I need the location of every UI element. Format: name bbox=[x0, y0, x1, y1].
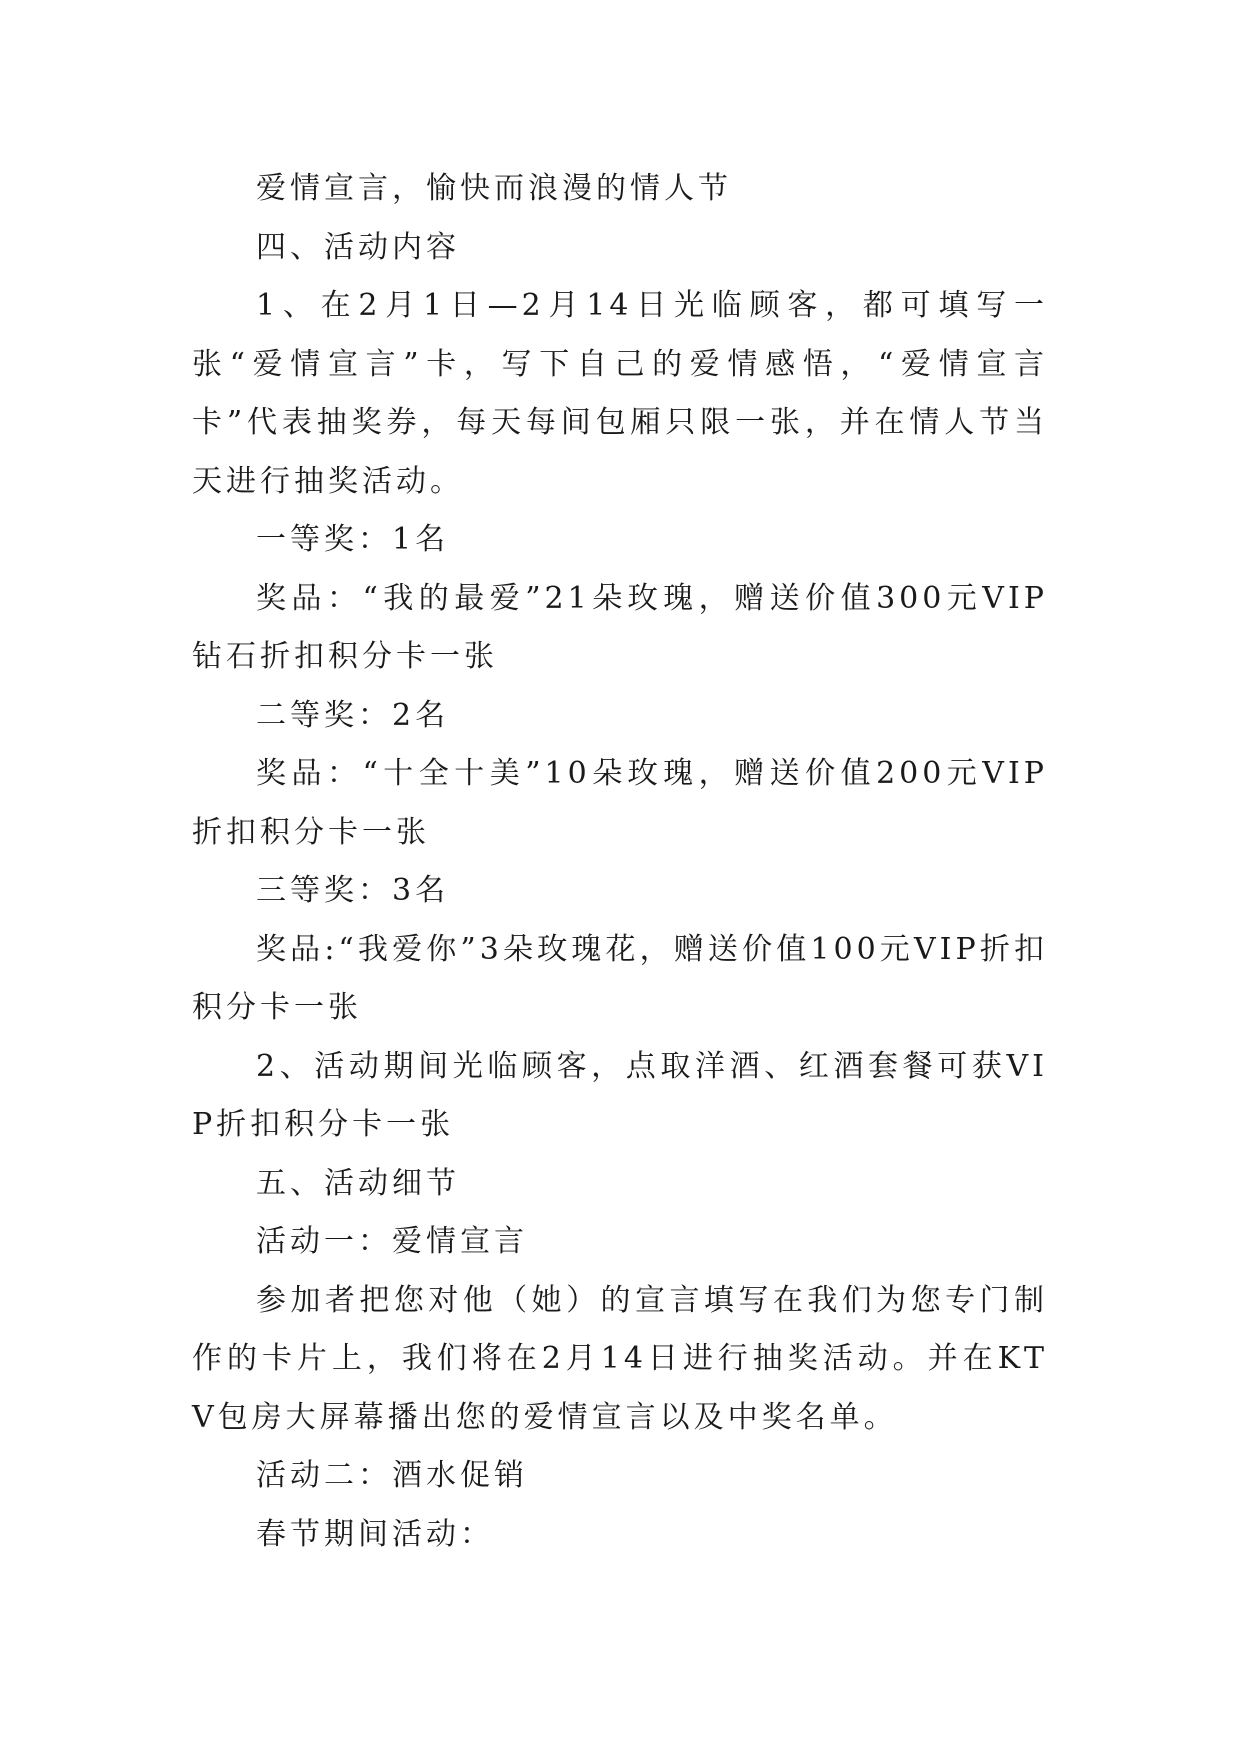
paragraph-intro-line: 爱情宣言，愉快而浪漫的情人节 bbox=[256, 171, 732, 206]
prize-second-detail: 奖品：“十全十美”10朵玫瑰，赠送价值200元VIP折扣积分卡一张 bbox=[192, 756, 1048, 850]
prize-first-heading: 一等奖：1名 bbox=[256, 522, 450, 557]
section-heading-activity-content: 四、活动内容 bbox=[256, 229, 460, 265]
paragraph-item-1: 1、在2月1日—2月14日光临顾客，都可填写一张“爱情宣言”卡，写下自己的爱情感悟，“爱情宣言卡”代表抽奖券，每天每间包厢只限一张，并在情人节当天进行抽奖活动。 bbox=[192, 288, 1048, 499]
activity-one-heading: 活动一：爱情宣言 bbox=[256, 1224, 528, 1259]
activity-one-description: 参加者把您对他（她）的宣言填写在我们为您专门制作的卡片上，我们将在2月14日进行抽奖活动。并在KTV包房大屏幕播出您的爱情宣言以及中奖名单。 bbox=[192, 1282, 1048, 1435]
prize-first-detail: 奖品：“我的最爱”21朵玫瑰，赠送价值300元VIP钻石折扣积分卡一张 bbox=[192, 580, 1048, 674]
prize-second-heading: 二等奖：2名 bbox=[256, 697, 450, 733]
spring-festival-activities-heading: 春节期间活动： bbox=[256, 1516, 494, 1552]
prize-third-detail: 奖品:“我爱你”3朵玫瑰花，赠送价值100元VIP折扣积分卡一张 bbox=[192, 931, 1048, 1025]
activity-two-heading: 活动二：酒水促销 bbox=[256, 1458, 528, 1493]
document-body bbox=[192, 160, 1048, 1564]
prize-third-heading: 三等奖：3名 bbox=[256, 873, 450, 908]
section-heading-activity-details: 五、活动细节 bbox=[256, 1165, 460, 1201]
paragraph-item-2: 2、活动期间光临顾客，点取洋酒、红酒套餐可获VIP折扣积分卡一张 bbox=[192, 1048, 1048, 1142]
